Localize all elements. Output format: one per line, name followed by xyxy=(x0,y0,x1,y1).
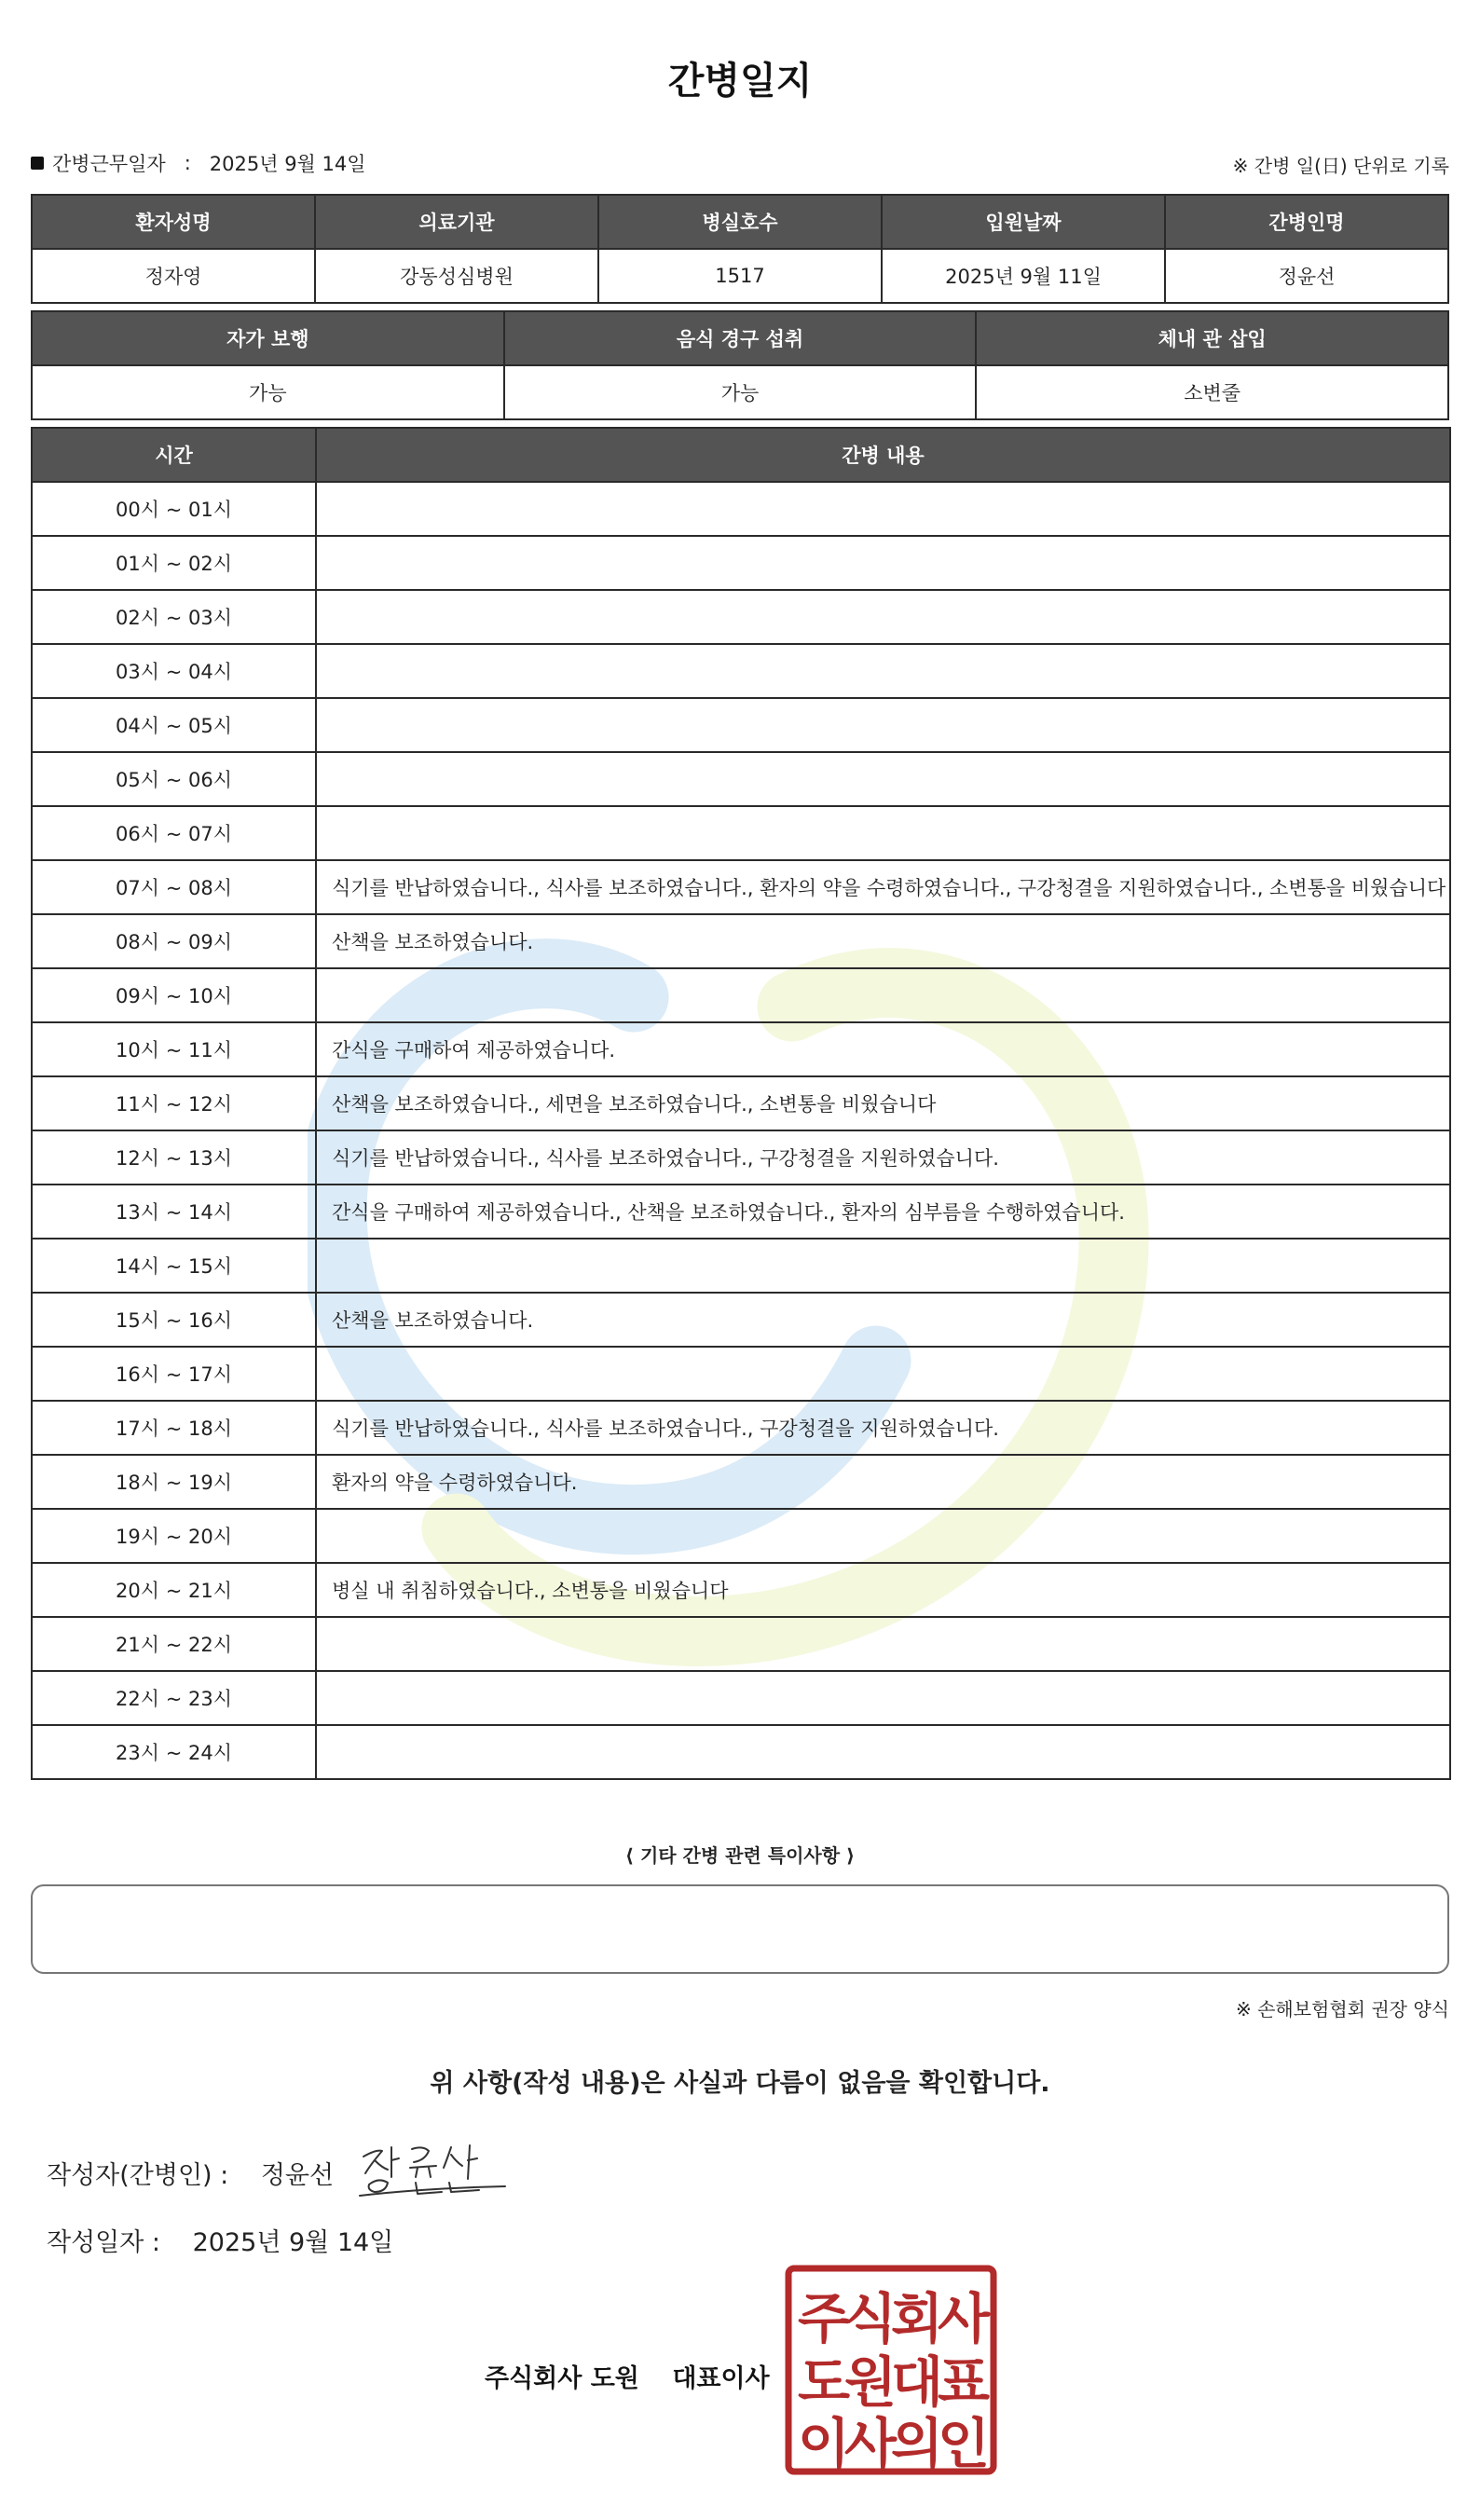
company-line xyxy=(485,2358,770,2394)
self-walking-value: 가능 xyxy=(32,365,504,419)
table-row xyxy=(32,1455,1450,1509)
remarks-box xyxy=(31,1884,1449,1974)
admission-date: 2025년 9월 11일 xyxy=(882,249,1165,303)
time-slot: 03시 ~ 04시 xyxy=(32,644,316,698)
header-hospital: 의료기관 xyxy=(315,195,598,249)
care-content: 식기를 반납하였습니다., 식사를 보조하였습니다., 환자의 약을 수령하였습니다., 구강청결을 지원하였습니다., 소변통을 비웠습니다 xyxy=(316,860,1450,914)
table-row xyxy=(32,1725,1450,1779)
time-slot: 14시 ~ 15시 xyxy=(32,1239,316,1293)
handwritten-signature xyxy=(358,2136,507,2201)
table-row xyxy=(32,1347,1450,1401)
table-row xyxy=(32,860,1450,914)
care-content xyxy=(316,1671,1450,1725)
company-seal-stamp xyxy=(785,2265,997,2475)
patient-name: 정자영 xyxy=(32,249,315,303)
header-self-walking: 자가 보행 xyxy=(32,311,504,365)
table-row xyxy=(32,1022,1450,1076)
patient-status-table xyxy=(31,310,1449,420)
time-slot: 21시 ~ 22시 xyxy=(32,1617,316,1671)
patient-info-value-row xyxy=(32,249,1448,303)
time-slot: 22시 ~ 23시 xyxy=(32,1671,316,1725)
table-row xyxy=(32,1401,1450,1455)
care-content xyxy=(316,698,1450,752)
table-row xyxy=(32,1185,1450,1239)
table-row xyxy=(32,1671,1450,1725)
square-bullet-icon xyxy=(31,157,44,170)
author-line xyxy=(47,2155,334,2191)
author-label: 작성자(간병인) : xyxy=(47,2161,229,2190)
care-content xyxy=(316,1509,1450,1563)
care-content xyxy=(316,590,1450,644)
table-row xyxy=(32,1239,1450,1293)
time-slot: 11시 ~ 12시 xyxy=(32,1076,316,1130)
table-row xyxy=(32,590,1450,644)
patient-info-header-row xyxy=(32,195,1448,249)
header-time: 시간 xyxy=(32,428,316,482)
care-content xyxy=(316,536,1450,590)
table-row xyxy=(32,536,1450,590)
care-content xyxy=(316,1725,1450,1779)
care-content: 산책을 보조하였습니다. xyxy=(316,914,1450,968)
svg-text:도원대표: 도원대표 xyxy=(797,2350,985,2414)
work-date-label: 간병근무일자 xyxy=(52,153,166,175)
care-content xyxy=(316,968,1450,1022)
table-row xyxy=(32,1076,1450,1130)
time-slot: 20시 ~ 21시 xyxy=(32,1563,316,1617)
time-slot: 01시 ~ 02시 xyxy=(32,536,316,590)
work-date-value: 2025년 9월 14일 xyxy=(209,153,366,175)
time-slot: 04시 ~ 05시 xyxy=(32,698,316,752)
time-slot: 18시 ~ 19시 xyxy=(32,1455,316,1509)
table-row xyxy=(32,1509,1450,1563)
log-header-row xyxy=(32,428,1450,482)
care-content: 환자의 약을 수령하였습니다. xyxy=(316,1455,1450,1509)
care-content xyxy=(316,1617,1450,1671)
association-form-note: ※ 손해보험협회 권장 양식 xyxy=(1235,1998,1449,2020)
tube-insertion-value: 소변줄 xyxy=(976,365,1448,419)
remarks-title: ⟨ 기타 간병 관련 특이사항 ⟩ xyxy=(624,1844,856,1867)
care-content xyxy=(316,1347,1450,1401)
nursing-log-table xyxy=(31,427,1451,1780)
header-room-number: 병실호수 xyxy=(598,195,882,249)
written-date-line xyxy=(47,2222,393,2258)
unit-note: ※ 간병 일(日) 단위로 기록 xyxy=(1232,155,1449,177)
patient-info-table xyxy=(31,194,1449,304)
time-slot: 17시 ~ 18시 xyxy=(32,1401,316,1455)
table-row xyxy=(32,698,1450,752)
care-content: 간식을 구매하여 제공하였습니다., 산책을 보조하였습니다., 환자의 심부름을 수행하였습니다. xyxy=(316,1185,1450,1239)
table-row xyxy=(32,914,1450,968)
care-content xyxy=(316,482,1450,536)
care-content xyxy=(316,806,1450,860)
time-slot: 15시 ~ 16시 xyxy=(32,1293,316,1347)
document-title: 간병일지 xyxy=(667,60,813,103)
header-oral-intake: 음식 경구 섭취 xyxy=(504,311,977,365)
written-date-value: 2025년 9월 14일 xyxy=(192,2228,394,2257)
care-content xyxy=(316,752,1450,806)
care-content: 간식을 구매하여 제공하였습니다. xyxy=(316,1022,1450,1076)
table-row xyxy=(32,968,1450,1022)
svg-text:이사의인: 이사의인 xyxy=(797,2412,985,2475)
care-content xyxy=(316,644,1450,698)
header-care-content: 간병 내용 xyxy=(316,428,1450,482)
written-date-label: 작성일자 : xyxy=(47,2228,161,2257)
hospital-name: 강동성심병원 xyxy=(315,249,598,303)
table-row xyxy=(32,1130,1450,1185)
company-name: 주식회사 도원 xyxy=(485,2364,639,2393)
work-date-line xyxy=(31,149,366,177)
time-slot: 23시 ~ 24시 xyxy=(32,1725,316,1779)
care-content: 식기를 반납하였습니다., 식사를 보조하였습니다., 구강청결을 지원하였습니다. xyxy=(316,1401,1450,1455)
table-row xyxy=(32,644,1450,698)
time-slot: 12시 ~ 13시 xyxy=(32,1130,316,1185)
author-name: 정윤선 xyxy=(260,2161,335,2190)
care-content: 병실 내 취침하였습니다., 소변통을 비웠습니다 xyxy=(316,1563,1450,1617)
time-slot: 10시 ~ 11시 xyxy=(32,1022,316,1076)
patient-status-value-row xyxy=(32,365,1448,419)
care-content: 산책을 보조하였습니다., 세면을 보조하였습니다., 소변통을 비웠습니다 xyxy=(316,1076,1450,1130)
table-row xyxy=(32,1563,1450,1617)
table-row xyxy=(32,1293,1450,1347)
representative-title: 대표이사 xyxy=(672,2364,770,2393)
time-slot: 00시 ~ 01시 xyxy=(32,482,316,536)
header-caregiver-name: 간병인명 xyxy=(1165,195,1448,249)
patient-status-header-row xyxy=(32,311,1448,365)
room-number: 1517 xyxy=(598,249,882,303)
header-admission-date: 입원날짜 xyxy=(882,195,1165,249)
time-slot: 02시 ~ 03시 xyxy=(32,590,316,644)
care-content: 식기를 반납하였습니다., 식사를 보조하였습니다., 구강청결을 지원하였습니다. xyxy=(316,1130,1450,1185)
header-patient-name: 환자성명 xyxy=(32,195,315,249)
time-slot: 07시 ~ 08시 xyxy=(32,860,316,914)
time-slot: 05시 ~ 06시 xyxy=(32,752,316,806)
time-slot: 13시 ~ 14시 xyxy=(32,1185,316,1239)
table-row xyxy=(32,1617,1450,1671)
svg-text:주식회사: 주식회사 xyxy=(797,2287,985,2350)
time-slot: 16시 ~ 17시 xyxy=(32,1347,316,1401)
confirmation-statement: 위 사항(작성 내용)은 사실과 다름이 없음을 확인합니다. xyxy=(430,2069,1050,2098)
time-slot: 06시 ~ 07시 xyxy=(32,806,316,860)
caregiver-name: 정윤선 xyxy=(1165,249,1448,303)
care-content xyxy=(316,1239,1450,1293)
oral-intake-value: 가능 xyxy=(504,365,977,419)
work-date-separator: : xyxy=(184,152,191,174)
time-slot: 09시 ~ 10시 xyxy=(32,968,316,1022)
care-content: 산책을 보조하였습니다. xyxy=(316,1293,1450,1347)
table-row xyxy=(32,752,1450,806)
time-slot: 19시 ~ 20시 xyxy=(32,1509,316,1563)
header-tube-insertion: 체내 관 삽입 xyxy=(976,311,1448,365)
table-row xyxy=(32,482,1450,536)
time-slot: 08시 ~ 09시 xyxy=(32,914,316,968)
table-row xyxy=(32,806,1450,860)
